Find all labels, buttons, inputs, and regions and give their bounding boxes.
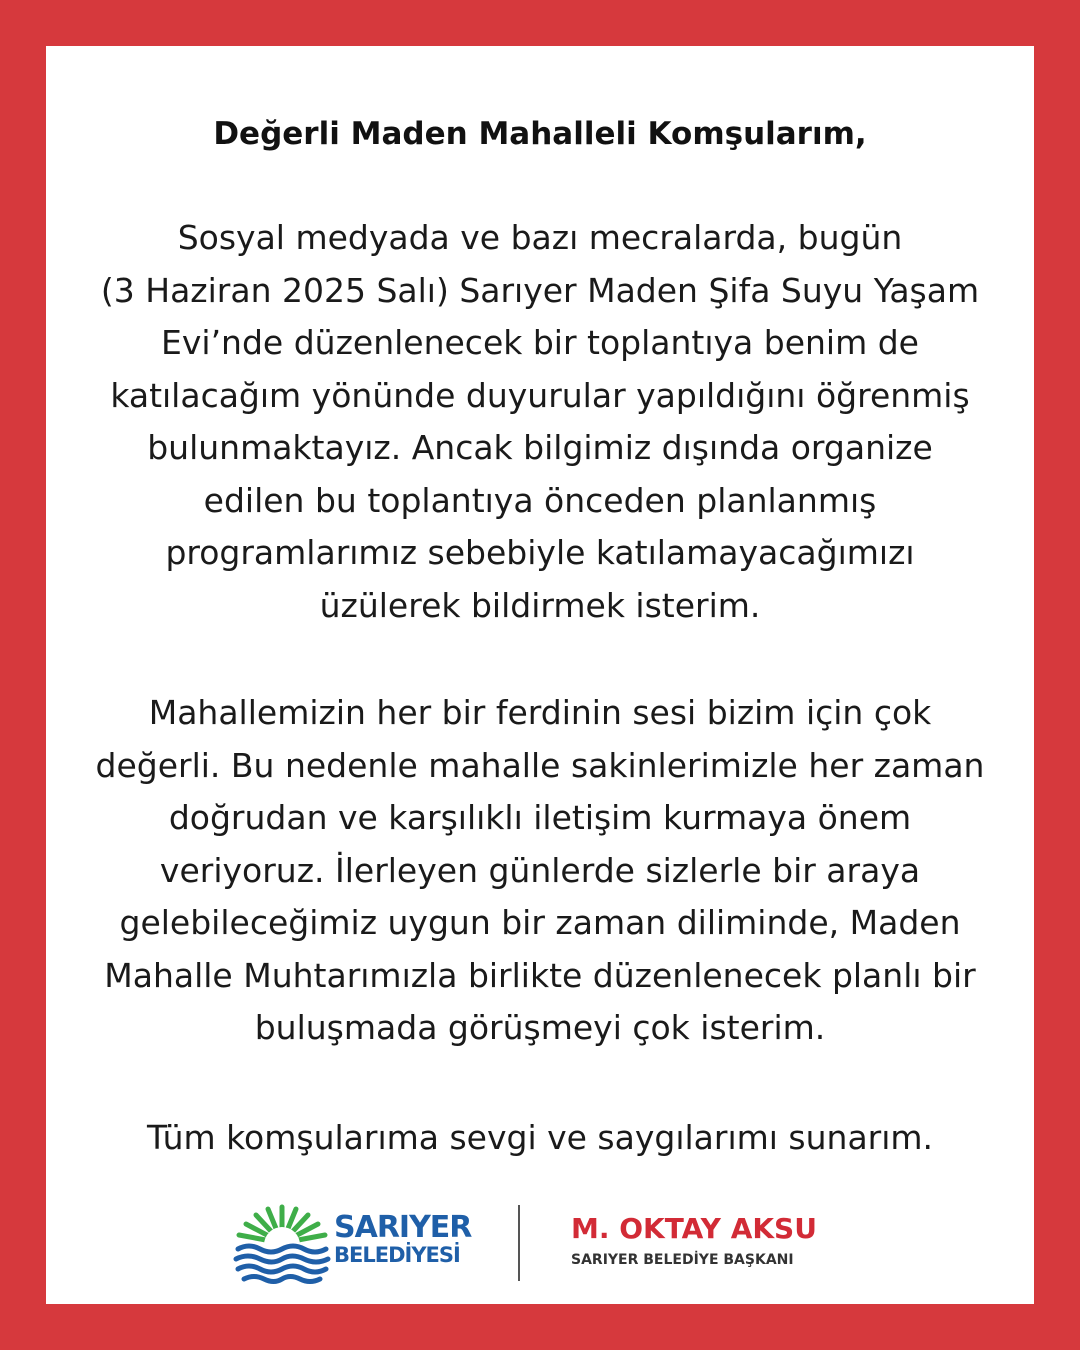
paragraph-line: üzülerek bildirmek isterim. [319,585,761,625]
paragraph-line: doğrudan ve karşılıklı iletişim kurmaya önem [168,798,912,837]
closing-line: Tüm komşularıma sevgi ve saygılarımı sunarım. [146,1118,934,1157]
letter-heading: Değerli Maden Mahalleli Komşularım, [213,116,867,152]
paragraph-3 [0,1112,1080,1165]
paragraph-line: edilen bu toplantıya önceden planlanmış [203,480,877,520]
paragraph-line: buluşmada görüşmeyi çok isterim. [254,1008,826,1047]
footer-divider [518,1205,520,1281]
logo-line-1: SARIYER [334,1210,472,1245]
paragraph-line: bulunmaktayız. Ancak bilgimiz dışında organize [147,428,933,467]
paragraph-line: gelebileceğimiz uygun bir zaman diliminde, Maden [119,903,961,942]
paragraph-line: Mahallemizin her bir ferdinin sesi bizim için çok [148,693,932,732]
paragraph-line: katılacağım yönünde duyurular yapıldığını öğrenmiş [110,375,970,415]
mayor-name: M. OKTAY AKSU [571,1212,817,1245]
logo-line-2: BELEDİYESİ [334,1243,460,1267]
paragraph-line: veriyoruz. İlerleyen günlerde sizlerle bir araya [159,850,921,890]
paragraph-line: değerli. Bu nedenle mahalle sakinlerimizle her zaman [95,745,985,785]
paragraph-line: Sosyal medyada ve bazı mecralarda, bugün [177,218,903,257]
municipality-logo-text [334,1210,472,1267]
mayor-title: SARIYER BELEDİYE BAŞKANI [571,1252,794,1268]
paragraph-line: Mahalle Muhtarımızla birlikte düzenlenecek planlı bir [104,955,976,995]
paragraph-1 [0,212,1080,632]
signature-footer [0,1195,1080,1290]
paragraph-2 [0,687,1080,1055]
sariyer-sun-waves-logo-icon [232,1199,332,1289]
paragraph-line: programlarımız sebebiyle katılamayacağımızı [165,533,915,572]
paragraph-line: (3 Haziran 2025 Salı) Sarıyer Maden Şifa Suyu Yaşam [100,270,980,310]
mayor-signature [571,1212,817,1268]
paragraph-line: Evi’nde düzenlenecek bir toplantıya benim de [161,323,919,362]
